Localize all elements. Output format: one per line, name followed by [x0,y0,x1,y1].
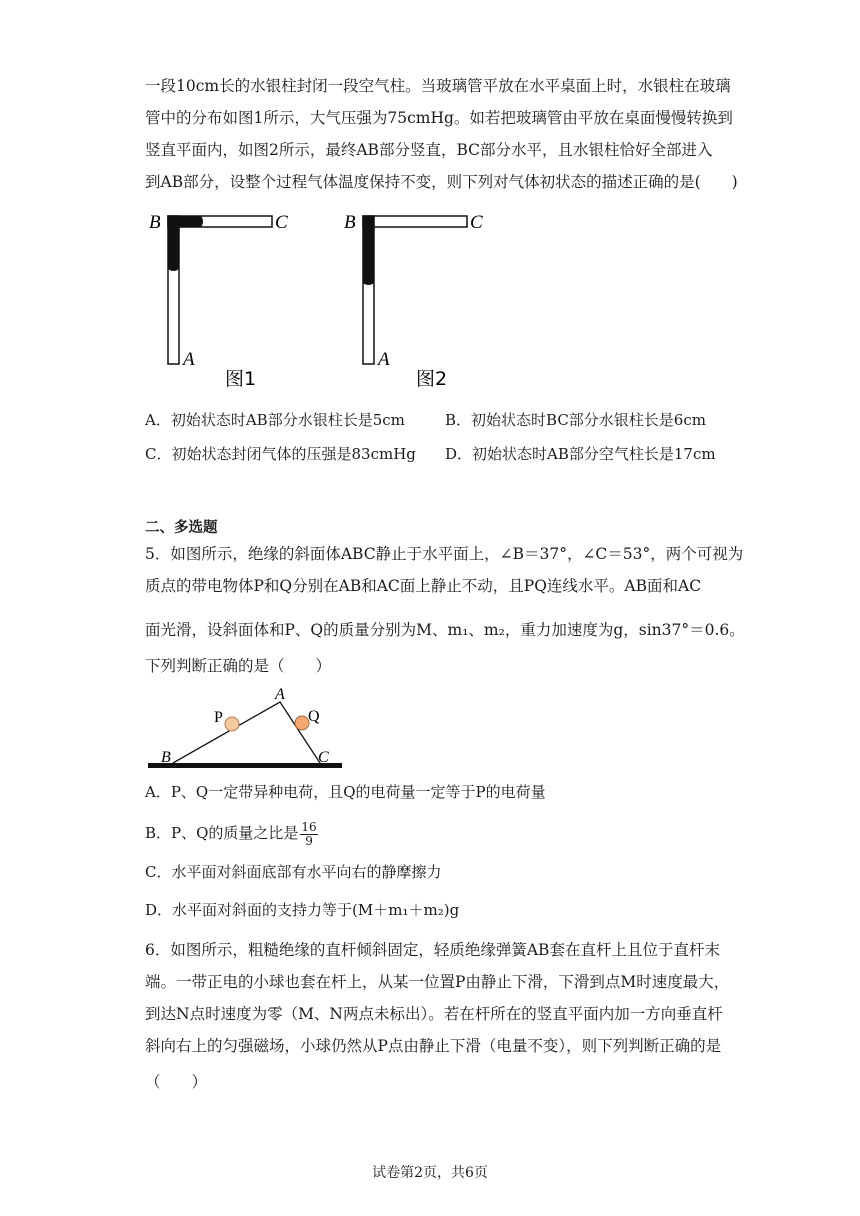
fig1-label-B: B [149,212,161,233]
q4-line-3: 竖直平面内，如图2所示，最终AB部分竖直，BC部分水平，且水银柱恰好全部进入 [145,141,713,159]
incline-figure [145,684,350,774]
q6-line-4: 斜向右上的匀强磁场，小球仍然从P点由静止下滑（电量不变），则下列判断正确的是 [145,1037,722,1055]
section-heading: 二、多选题 [145,520,218,536]
fig1-label-C: C [275,212,288,233]
tube-figure-1 [145,205,305,390]
fig2-label-B: B [344,212,356,233]
q5-line-3: 面光滑，设斜面体和P、Q的质量分别为M、m₁、m₂，重力加速度为g，sin37°＝0.6。 [145,621,745,639]
fig1-caption: 图1 [225,368,257,390]
q5-option-b-text: B．P、Q的质量之比是 [145,824,299,842]
q6-line-3: 到达N点时速度为零（M、N两点未标出）。若在杆所在的竖直平面内加一方向垂直杆 [145,1005,723,1023]
fraction-numerator: 16 [301,819,317,834]
q4-line-4: 到AB部分，设整个过程气体温度保持不变，则下列对气体初状态的描述正确的是( ) [145,173,738,191]
q4-line-2: 管中的分布如图1所示，大气压强为75cmHg。如若把玻璃管由平放在桌面慢慢转换到 [145,109,733,127]
q4-option-b[interactable]: B．初始状态时BC部分水银柱长是6cm [445,411,706,429]
label-a: A [275,686,285,703]
q4-line-1: 一段10cm长的水银柱封闭一段空气柱。当玻璃管平放在水平桌面上时，水银柱在玻璃 [145,77,731,95]
label-c: C [318,749,329,766]
q6-line-2: 端。一带正电的小球也套在杆上，从某一位置P由静止下滑，下滑到点M时速度最大， [145,973,730,991]
q4-option-d[interactable]: D．初始状态时AB部分空气柱长是17cm [445,445,716,463]
q5-option-d[interactable]: D．水平面对斜面的支持力等于(M＋m₁＋m₂)g [145,901,460,919]
fraction-denominator: 9 [305,833,313,848]
q5-line-2: 质点的带电物体P和Q分别在AB和AC面上静止不动，且PQ连线水平。AB面和AC [145,577,702,595]
fig1-label-A: A [183,349,195,370]
q5-option-b[interactable] [145,820,318,848]
ball-p [225,717,239,731]
q5-line-4: 下列判断正确的是（ ） [145,657,332,675]
q5-option-a[interactable]: A．P、Q一定带异种电荷，且Q的电荷量一定等于P的电荷量 [145,783,546,801]
fig2-label-A: A [378,349,390,370]
q4-option-c[interactable]: C．初始状态封闭气体的压强是83cmHg [145,445,416,463]
label-b: B [161,749,171,766]
mass-ratio-fraction [300,821,317,848]
label-q: Q [308,708,320,725]
ball-q [295,716,309,730]
q6-line-5: （ ） [145,1073,208,1091]
fig2-label-C: C [470,212,483,233]
fig2-caption: 图2 [416,368,448,390]
q5-option-c[interactable]: C．水平面对斜面底部有水平向右的静摩擦力 [145,863,442,881]
q5-line-1: 5．如图所示，绝缘的斜面体ABC静止于水平面上，∠B＝37°，∠C＝53°，两个可视为 [145,545,744,563]
q6-line-1: 6．如图所示，粗糙绝缘的直杆倾斜固定，轻质绝缘弹簧AB套在直杆上且位于直杆末 [145,941,720,959]
page-footer: 试卷第2页，共6页 [372,1165,488,1181]
label-p: P [214,709,223,726]
q4-option-a[interactable]: A．初始状态时AB部分水银柱长是5cm [145,411,405,429]
tube-figure-2 [340,205,500,390]
